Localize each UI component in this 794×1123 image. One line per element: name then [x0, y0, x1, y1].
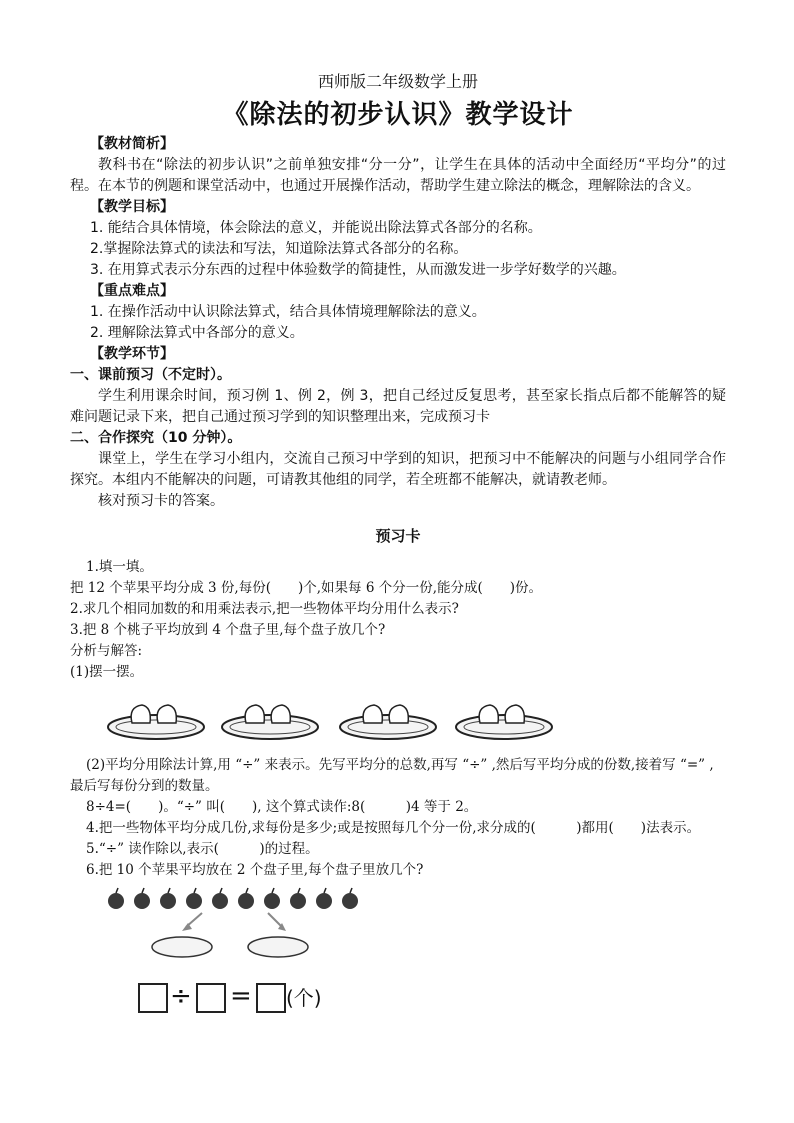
question-5: 5.“÷” 读作除以,表示( )的过程。 [86, 841, 319, 857]
key-heading: 【重点难点】 [90, 283, 174, 299]
plate-with-peaches [340, 705, 436, 739]
apple-icon [134, 888, 150, 909]
question-3-analysis: 分析与解答: [70, 643, 143, 659]
question-3-step1: (1)摆一摆。 [70, 664, 144, 680]
arrow-icon [268, 913, 286, 931]
goals-heading: 【教学目标】 [90, 199, 174, 215]
step2-text: 课堂上，学生在学习小组内，交流自己预习中学到的知识，把预习中不能解决的问题与小组同学合作探究。本组内不能解决的问题，可请教其他组的同学，若全班都不能解决，就请教老师。 [70, 451, 726, 488]
apple-icon [212, 888, 228, 909]
apple-icon [316, 888, 332, 909]
empty-plate [248, 937, 308, 957]
goal-item: 3. 在用算式表示分东西的过程中体验数学的简捷性，从而激发进一步学好数学的兴趣。 [90, 262, 626, 278]
apple-icon [290, 888, 306, 909]
question-3-step2: (2)平均分用除法计算,用 “÷” 来表示。先写平均分的总数,再写 “÷” ,然后写平均分成的份数,接着写 “=” ,最后写每份分到的数量。 [70, 757, 714, 794]
division-equation [70, 973, 726, 1023]
step2-heading: 二、合作探究（10 分钟）。 [70, 430, 242, 446]
divide-sign: ÷ [170, 981, 192, 1011]
question-1: 1.填一填。 [86, 559, 153, 575]
answer-box-quotient[interactable] [256, 983, 286, 1013]
arrow-icon [182, 913, 202, 931]
step1-text: 学生利用课余时间，预习例 1、例 2，例 3，把自己经过反复思考，甚至家长指点后都不能解答的疑难问题记录下来，把自己通过预习学到的知识整理出来，完成预习卡 [70, 388, 726, 425]
apple-icon [160, 888, 176, 909]
question-1-content: 把 12 个苹果平均分成 3 份,每份( )个,如果每 6 个分一份,能分成( )份。 [70, 580, 543, 596]
question-4: 4.把一些物体平均分成几份,求每份是多少;或是按照每几个分一份,求分成的( )都用( )法表示。 [86, 820, 701, 836]
question-3: 3.把 8 个桃子平均放到 4 个盘子里,每个盘子放几个? [70, 622, 386, 638]
apples-svg [70, 887, 370, 967]
apple-icon [264, 888, 280, 909]
answer-box-dividend[interactable] [138, 983, 168, 1013]
analysis-text: 教科书在“除法的初步认识”之前单独安排“分一分”，让学生在具体的活动中全面经历“平均分”的过程。在本节的例题和课堂活动中，也通过开展操作活动，帮助学生建立除法的概念，理解除法的含义。 [70, 157, 726, 194]
preview-card-title: 预习卡 [375, 527, 421, 545]
document-title: 《除法的初步认识》教学设计 [222, 100, 574, 130]
apple-icon [238, 888, 254, 909]
steps-heading: 【教学环节】 [90, 346, 174, 362]
question-3-fill: 8÷4=( )。“÷” 叫( ), 这个算式读作:8( )4 等于 2。 [86, 799, 478, 815]
apple-icon [342, 888, 358, 909]
peach-plates-illustration [70, 689, 726, 745]
analysis-heading: 【教材简析】 [90, 136, 174, 152]
document-subtitle: 西师版二年级数学上册 [317, 72, 478, 91]
equals-sign: = [230, 981, 252, 1011]
apple-icon [108, 888, 124, 909]
key-item: 2. 理解除法算式中各部分的意义。 [90, 325, 304, 341]
empty-plate [152, 937, 212, 957]
step2-text-2: 核对预习卡的答案。 [98, 493, 224, 509]
unit-label: (个) [286, 986, 322, 1010]
apple-row [108, 888, 358, 909]
question-6: 6.把 10 个苹果平均放在 2 个盘子里,每个盘子里放几个? [86, 862, 424, 878]
plate-with-peaches [222, 705, 318, 739]
apples-illustration [70, 887, 726, 927]
key-item: 1. 在操作活动中认识除法算式，结合具体情境理解除法的意义。 [90, 304, 486, 320]
plate-with-peaches [108, 705, 204, 739]
goal-item: 1. 能结合具体情境，体会除法的意义，并能说出除法算式各部分的名称。 [90, 220, 542, 236]
answer-box-divisor[interactable] [196, 983, 226, 1013]
apple-icon [186, 888, 202, 909]
question-2: 2.求几个相同加数的和用乘法表示,把一些物体平均分用什么表示? [70, 601, 459, 617]
goal-item: 2.掌握除法算式的读法和写法，知道除法算式各部分的名称。 [90, 241, 468, 257]
plates-svg [70, 689, 690, 745]
plate-with-peaches [456, 705, 552, 739]
document-page [70, 70, 726, 1023]
step1-heading: 一、课前预习（不定时）。 [70, 367, 231, 383]
